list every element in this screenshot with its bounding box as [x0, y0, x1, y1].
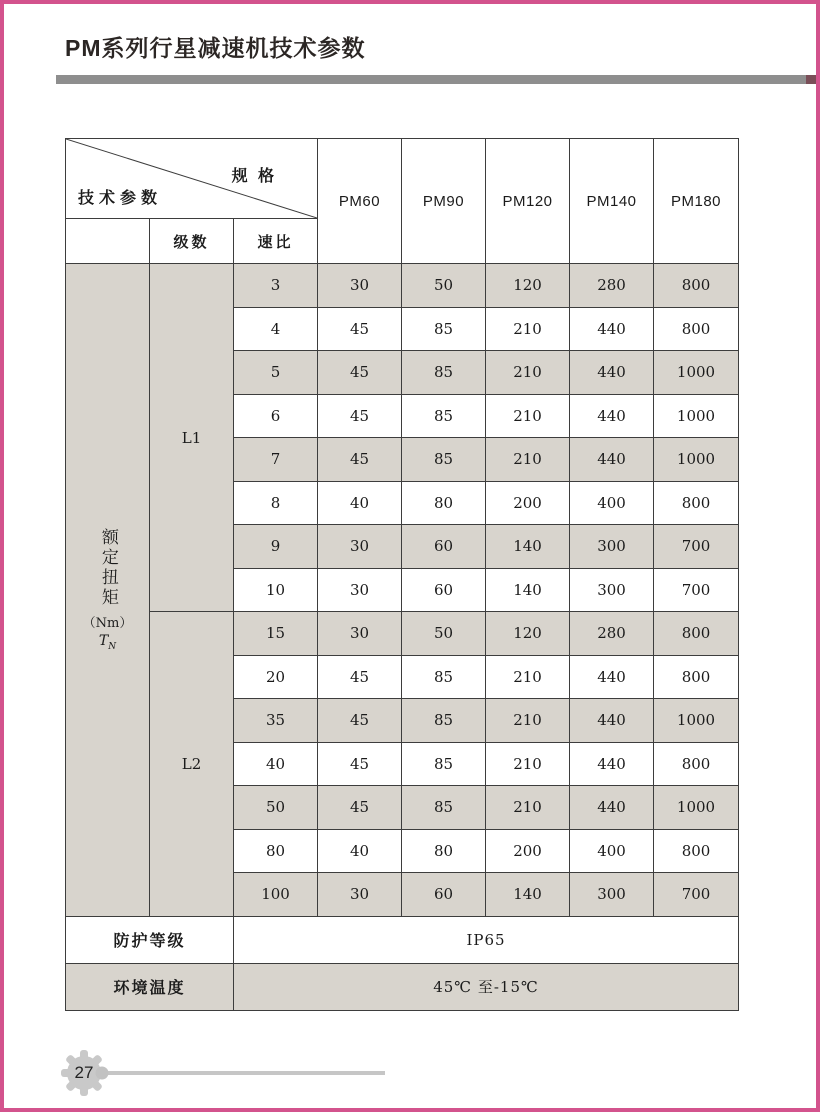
value-cell: 85 — [402, 351, 486, 395]
value-cell: 700 — [654, 568, 739, 612]
table-footer — [66, 916, 739, 1010]
value-cell: 1000 — [654, 438, 739, 482]
value-cell: 440 — [570, 351, 654, 395]
stage-cell-l1: L1 — [150, 264, 234, 612]
value-cell: 40 — [318, 829, 402, 873]
model-header-pm180: PM180 — [654, 139, 739, 264]
spec-row — [66, 264, 739, 308]
value-cell: 80 — [402, 829, 486, 873]
value-cell: 300 — [570, 873, 654, 917]
value-cell: 45 — [318, 394, 402, 438]
value-cell: 120 — [486, 612, 570, 656]
ratio-cell: 7 — [234, 438, 318, 482]
ratio-cell: 3 — [234, 264, 318, 308]
value-cell: 45 — [318, 742, 402, 786]
value-cell: 300 — [570, 525, 654, 569]
spec-corner-label: 规 格 — [231, 168, 278, 185]
model-header-pm90: PM90 — [402, 139, 486, 264]
value-cell: 50 — [402, 612, 486, 656]
value-cell: 60 — [402, 873, 486, 917]
value-cell: 440 — [570, 786, 654, 830]
ratio-cell: 10 — [234, 568, 318, 612]
value-cell: 700 — [654, 873, 739, 917]
value-cell: 85 — [402, 742, 486, 786]
value-cell: 60 — [402, 568, 486, 612]
value-cell: 440 — [570, 655, 654, 699]
value-cell: 85 — [402, 438, 486, 482]
value-cell: 800 — [654, 481, 739, 525]
empty-corner-cell — [66, 219, 150, 264]
value-cell: 210 — [486, 786, 570, 830]
value-cell: 50 — [402, 264, 486, 308]
value-cell: 85 — [402, 699, 486, 743]
model-header-pm120: PM120 — [486, 139, 570, 264]
value-cell: 45 — [318, 307, 402, 351]
table-body — [66, 264, 739, 917]
value-cell: 800 — [654, 612, 739, 656]
value-cell: 120 — [486, 264, 570, 308]
value-cell: 85 — [402, 655, 486, 699]
value-cell: 45 — [318, 438, 402, 482]
value-cell: 280 — [570, 264, 654, 308]
value-cell: 40 — [318, 481, 402, 525]
value-cell: 800 — [654, 307, 739, 351]
value-cell: 440 — [570, 742, 654, 786]
ratio-cell: 35 — [234, 699, 318, 743]
diagonal-header-cell — [66, 139, 318, 219]
value-cell: 45 — [318, 786, 402, 830]
value-cell: 210 — [486, 394, 570, 438]
temperature-label: 环境温度 — [66, 963, 234, 1010]
value-cell: 700 — [654, 525, 739, 569]
page-title: PM系列行星减速机技术参数 — [65, 35, 366, 61]
temperature-row — [66, 963, 739, 1010]
value-cell: 280 — [570, 612, 654, 656]
torque-label-vertical: 额定扭矩 — [97, 527, 118, 608]
model-header-pm60: PM60 — [318, 139, 402, 264]
value-cell: 300 — [570, 568, 654, 612]
ratio-cell: 80 — [234, 829, 318, 873]
value-cell: 440 — [570, 438, 654, 482]
value-cell: 60 — [402, 525, 486, 569]
ratio-cell: 20 — [234, 655, 318, 699]
value-cell: 210 — [486, 742, 570, 786]
value-cell: 210 — [486, 351, 570, 395]
param-corner-label: 技术参数 — [78, 190, 163, 207]
ratio-cell: 8 — [234, 481, 318, 525]
spec-row — [66, 612, 739, 656]
value-cell: 210 — [486, 438, 570, 482]
value-cell: 1000 — [654, 351, 739, 395]
temperature-value: 45℃ 至-15℃ — [234, 963, 739, 1010]
protection-row — [66, 916, 739, 963]
value-cell: 85 — [402, 394, 486, 438]
value-cell: 30 — [318, 264, 402, 308]
value-cell: 1000 — [654, 786, 739, 830]
title-underline — [56, 75, 820, 84]
value-cell: 400 — [570, 481, 654, 525]
value-cell: 140 — [486, 873, 570, 917]
value-cell: 45 — [318, 699, 402, 743]
model-header-pm140: PM140 — [570, 139, 654, 264]
value-cell: 440 — [570, 307, 654, 351]
ratio-cell: 100 — [234, 873, 318, 917]
protection-label: 防护等级 — [66, 916, 234, 963]
value-cell: 210 — [486, 699, 570, 743]
value-cell: 200 — [486, 829, 570, 873]
value-cell: 1000 — [654, 699, 739, 743]
value-cell: 85 — [402, 786, 486, 830]
value-cell: 30 — [318, 612, 402, 656]
spec-table — [65, 138, 739, 1011]
torque-row-label — [66, 264, 150, 917]
value-cell: 30 — [318, 568, 402, 612]
value-cell: 800 — [654, 829, 739, 873]
value-cell: 85 — [402, 307, 486, 351]
value-cell: 45 — [318, 655, 402, 699]
stage-cell-l2: L2 — [150, 612, 234, 917]
ratio-cell: 50 — [234, 786, 318, 830]
value-cell: 440 — [570, 394, 654, 438]
ratio-cell: 4 — [234, 307, 318, 351]
value-cell: 800 — [654, 264, 739, 308]
value-cell: 210 — [486, 307, 570, 351]
header-row-main — [66, 139, 739, 219]
value-cell: 140 — [486, 525, 570, 569]
value-cell: 30 — [318, 525, 402, 569]
value-cell: 440 — [570, 699, 654, 743]
value-cell: 210 — [486, 655, 570, 699]
value-cell: 200 — [486, 481, 570, 525]
value-cell: 400 — [570, 829, 654, 873]
ratio-cell: 40 — [234, 742, 318, 786]
torque-unit: （Nm） — [82, 615, 133, 631]
ratio-cell: 5 — [234, 351, 318, 395]
ratio-cell: 6 — [234, 394, 318, 438]
torque-symbol: $T_N$ — [98, 632, 117, 652]
page-number: 27 — [74, 1063, 94, 1082]
value-cell: 800 — [654, 655, 739, 699]
stage-header: 级数 — [150, 219, 234, 264]
ratio-cell: 15 — [234, 612, 318, 656]
footer-rule — [108, 1071, 385, 1075]
value-cell: 1000 — [654, 394, 739, 438]
value-cell: 800 — [654, 742, 739, 786]
value-cell: 30 — [318, 873, 402, 917]
ratio-header: 速比 — [234, 219, 318, 264]
value-cell: 45 — [318, 351, 402, 395]
value-cell: 80 — [402, 481, 486, 525]
protection-value: IP65 — [234, 916, 739, 963]
ratio-cell: 9 — [234, 525, 318, 569]
value-cell: 140 — [486, 568, 570, 612]
title-underline-accent — [806, 75, 820, 84]
